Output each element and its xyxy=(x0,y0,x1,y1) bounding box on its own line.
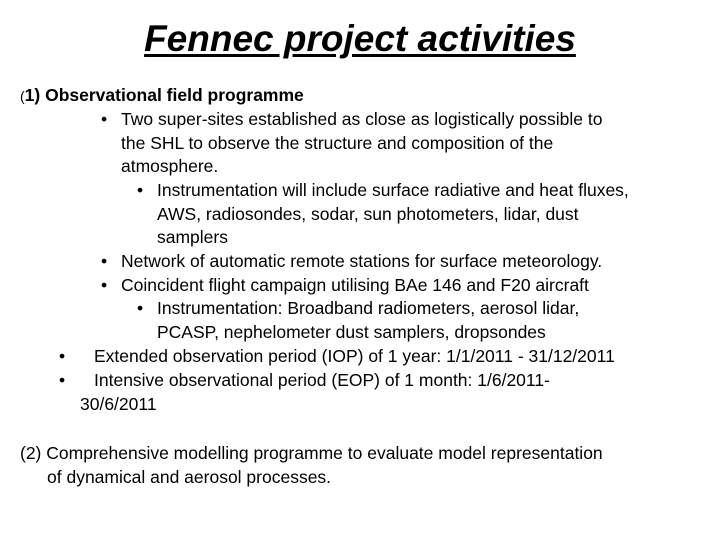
section2-line2: of dynamical and aerosol processes. xyxy=(47,467,332,487)
bullet-icon: • xyxy=(59,370,66,390)
section1-paren: ( xyxy=(20,88,25,104)
item3-sub-line1: Instrumentation: Broadband radiometers, aerosol lidar, xyxy=(157,298,580,318)
bullet-icon: • xyxy=(59,346,66,366)
item1-sub-line1: Instrumentation will include surface radiative and heat fluxes, xyxy=(157,180,629,200)
item1-sub-line3: samplers xyxy=(157,227,228,247)
section1-heading-text: 1) Observational field programme xyxy=(24,85,304,105)
bullet-icon: • xyxy=(101,251,108,271)
outer-item2-line1: Intensive observational period (EOP) of 1 month: 1/6/2011- xyxy=(94,370,550,390)
slide-title: Fennec project activities xyxy=(144,18,576,59)
section1-heading xyxy=(20,84,304,109)
item2-line1: Network of automatic remote stations for surface meteorology. xyxy=(121,251,603,271)
bullet-icon: • xyxy=(137,298,144,318)
item1-line2: the SHL to observe the structure and composition of the xyxy=(121,133,554,153)
item1-sub-line2: AWS, radiosondes, sodar, sun photometers, lidar, dust xyxy=(157,204,579,224)
bullet-icon: • xyxy=(101,109,108,129)
item3-line1: Coincident flight campaign utilising BAe 146 and F20 aircraft xyxy=(121,275,589,295)
bullet-icon: • xyxy=(137,180,144,200)
item1-line3: atmosphere. xyxy=(121,156,219,176)
section2-line1: (2) Comprehensive modelling programme to evaluate model representation xyxy=(20,443,603,463)
outer-item1-line1: Extended observation period (IOP) of 1 year: 1/1/2011 - 31/12/2011 xyxy=(94,346,615,366)
bullet-icon: • xyxy=(101,275,108,295)
item3-sub-line2: PCASP, nephelometer dust samplers, dropsondes xyxy=(157,322,546,342)
item1-line1: Two super-sites established as close as logistically possible to xyxy=(121,109,603,129)
outer-item2-line2: 30/6/2011 xyxy=(80,394,157,414)
